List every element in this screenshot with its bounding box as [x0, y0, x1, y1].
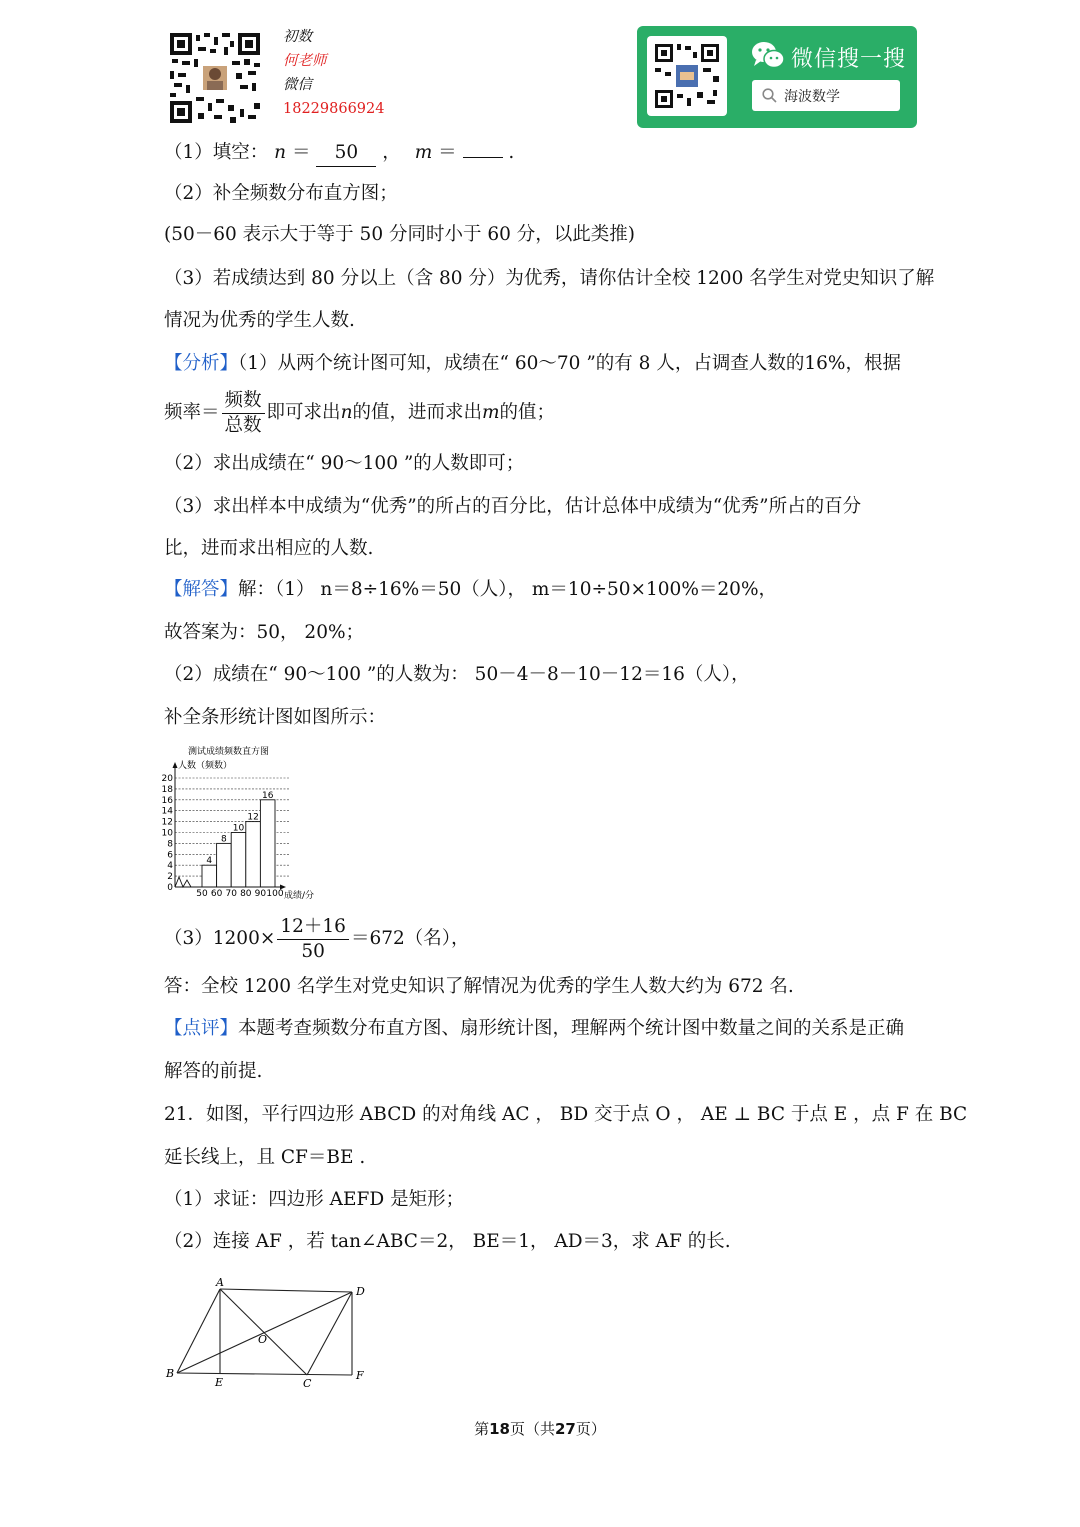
label-b: B: [166, 1367, 175, 1380]
histogram-bar: [231, 833, 246, 888]
x-tick-label: 80: [240, 889, 252, 899]
label-c: C: [303, 1377, 312, 1390]
q1-prefix: （1）填空：: [164, 142, 269, 163]
analysis-fraction-num: 频数: [222, 389, 265, 414]
contact-phone: 18229866924: [283, 101, 385, 117]
footer-page-total: 27: [555, 1420, 576, 1438]
footer-prefix: 第: [474, 1420, 490, 1438]
analysis-tail-a: 即可求出: [266, 402, 341, 423]
qr-code-image: [170, 33, 260, 123]
diagonal-ac: [220, 1289, 307, 1375]
segment-ad: [220, 1289, 352, 1292]
x-tick-label: 100: [266, 889, 284, 899]
comment-tag: 【点评】: [164, 1018, 239, 1039]
analysis-text-1: （1）从两个统计图可知，成绩在“ 60～70 ”的有 8 人，占调查人数的16%，根据: [238, 353, 901, 374]
label-d: D: [356, 1285, 365, 1298]
contact-name: 何老师: [283, 53, 327, 69]
histogram-bar: [202, 865, 217, 887]
histogram-bar: [260, 800, 275, 887]
wechat-qr-image: [647, 36, 727, 116]
q1-n-symbol: n: [274, 142, 287, 163]
problem-21-line2: 延长线上，且 CF＝BE .: [164, 1147, 366, 1168]
problem-21-q1: （1）求证：四边形 AEFD 是矩形；: [164, 1189, 465, 1210]
parallelogram-figure: [160, 1275, 380, 1395]
analysis-n: n: [340, 402, 353, 423]
footer-mid: 页（共: [509, 1420, 555, 1438]
analysis-line1: [164, 351, 901, 377]
question-2-note: (50－60 表示大于等于 50 分同时小于 60 分，以此类推): [164, 224, 636, 245]
question-3-line2: 情况为优秀的学生人数.: [164, 310, 355, 331]
footer-suffix: 页）: [575, 1420, 606, 1438]
contact-line-1: 初数: [283, 29, 312, 45]
y-tick-label: 10: [161, 828, 173, 839]
search-icon: [762, 88, 777, 103]
q1-equals-m: ＝: [438, 142, 457, 163]
x-tick-label: 50: [196, 889, 208, 899]
wechat-card-title: 微信搜一搜: [791, 47, 907, 72]
y-axis-arrow: [173, 762, 178, 768]
analysis-m: m: [482, 402, 500, 423]
y-tick-label: 4: [167, 861, 173, 872]
answer-q3-num: 12＋16: [277, 915, 349, 940]
analysis-line2: 频率＝ $\frac{\text{频数}}{\text{总数}}$ 即可求出n的值，进而求出m的值；: [164, 389, 556, 436]
footer-page-num: 18: [489, 1420, 510, 1438]
histogram-bar: [246, 822, 261, 887]
wechat-search-box[interactable]: [752, 80, 900, 111]
problem-21-line1: 21．如图，平行四边形 ABCD 的对角线 AC ， BD 交于点 O ， AE ⊥ BC 于点 E ，点 F 在 BC: [164, 1104, 968, 1125]
problem-21-q2: （2）连接 AF ，若 tan∠ABC＝2， BE＝1， AD＝3，求 AF 的长.: [164, 1231, 731, 1252]
y-tick-label: 2: [167, 872, 173, 883]
wechat-logo-icon: [751, 40, 785, 70]
y-tick-label: 8: [167, 839, 173, 850]
comment-line1: [164, 1016, 904, 1042]
bar-value-label: 16: [261, 790, 274, 801]
question-2: （2）补全频数分布直方图；: [164, 183, 398, 204]
label-o: O: [258, 1333, 268, 1346]
analysis-line4: （3）求出样本中成绩为“优秀”的所占的百分比，估计总体中成绩为“优秀”所占的百分: [164, 496, 862, 517]
histogram-chart: [160, 742, 330, 904]
y-tick-label: 6: [167, 850, 173, 861]
chart-title: 测试成绩频数直方图: [188, 747, 270, 757]
answer-text-1: 解：（1） n＝8÷16%＝50（人）， m＝10÷50×100%＝20%，: [238, 579, 778, 600]
y-tick-label: 0: [167, 883, 173, 893]
label-f: F: [356, 1369, 364, 1382]
comment-line2: 解答的前提.: [164, 1061, 263, 1082]
analysis-tag: 【分析】: [164, 353, 239, 374]
analysis-line5: 比，进而求出相应的人数.: [164, 538, 374, 559]
chart-xlabel: 成绩/分: [284, 891, 315, 901]
chart-ylabel: 人数（频数）: [178, 761, 233, 771]
bar-value-label: 4: [206, 856, 213, 867]
wechat-qr-code: [647, 36, 727, 116]
axis-break-zigzag: [175, 877, 195, 887]
answer-q3-line: [164, 912, 470, 966]
analysis-tail-c: 的值；: [499, 402, 556, 423]
comment-text-1: 本题考查频数分布直方图、扇形统计图，理解两个统计图中数量之间的关系是正确: [238, 1018, 905, 1039]
histogram-bar: [217, 843, 232, 887]
x-tick-label: 90: [254, 889, 267, 899]
answer-q3-den: 50: [301, 940, 325, 962]
answer-final: 答：全校 1200 名学生对党史知识了解情况为优秀的学生人数大约为 672 名.: [164, 976, 794, 997]
bar-value-label: 12: [247, 812, 259, 823]
x-tick-label: 60: [210, 889, 223, 899]
bar-value-label: 10: [232, 823, 245, 834]
q1-equals-n: ＝: [291, 142, 311, 163]
y-tick-label: 16: [161, 795, 173, 806]
question-3-line1: （3）若成绩达到 80 分以上（含 80 分）为优秀，请你估计全校 1200 名学生对党史知识了解: [164, 268, 935, 289]
x-tick-label: 70: [225, 889, 237, 899]
y-tick-label: 20: [161, 774, 173, 784]
y-tick-label: 18: [161, 784, 173, 795]
analysis-fraction-den: 总数: [224, 414, 262, 436]
analysis-tail-b: 的值，进而求出: [352, 402, 482, 423]
q1-period: .: [508, 142, 515, 163]
contact-wechat-label: 微信: [283, 77, 312, 93]
y-tick-label: 14: [161, 806, 173, 817]
label-a: A: [216, 1276, 224, 1289]
answer-line2: 故答案为：50， 20%；: [164, 622, 365, 643]
answer-q3-prefix: （3）1200×: [164, 928, 276, 949]
segment-dc: [307, 1292, 352, 1375]
answer-line4: 补全条形统计图如图所示：: [164, 707, 387, 728]
q1-n-answer: 50: [316, 140, 376, 167]
answer-line3: （2）成绩在“ 90～100 ”的人数为： 50－4－8－10－12＝16（人），: [164, 664, 750, 685]
page-footer: [0, 1418, 1080, 1439]
q1-comma: ，: [382, 142, 401, 163]
answer-tag: 【解答】: [164, 579, 239, 600]
wechat-search-card[interactable]: [637, 26, 917, 128]
bar-value-label: 8: [221, 834, 227, 845]
analysis-fraction: [222, 389, 265, 438]
answer-q3-fraction: [277, 915, 349, 964]
segment-bf: [177, 1373, 352, 1375]
analysis-line3: （2）求出成绩在“ 90～100 ”的人数即可；: [164, 453, 525, 474]
analysis-freq-label: 频率: [164, 402, 202, 423]
label-e: E: [215, 1376, 224, 1389]
y-tick-label: 12: [161, 817, 173, 828]
q1-m-symbol: m: [414, 142, 433, 163]
qr-code-left: [170, 33, 260, 123]
q1-m-blank: [463, 157, 503, 158]
search-query-text: 海波数学: [784, 89, 840, 105]
answer-q3-tail: ＝672（名），: [350, 928, 470, 949]
segment-ab: [177, 1289, 220, 1373]
answer-line1: [164, 577, 777, 603]
question-1-line: [164, 140, 514, 167]
